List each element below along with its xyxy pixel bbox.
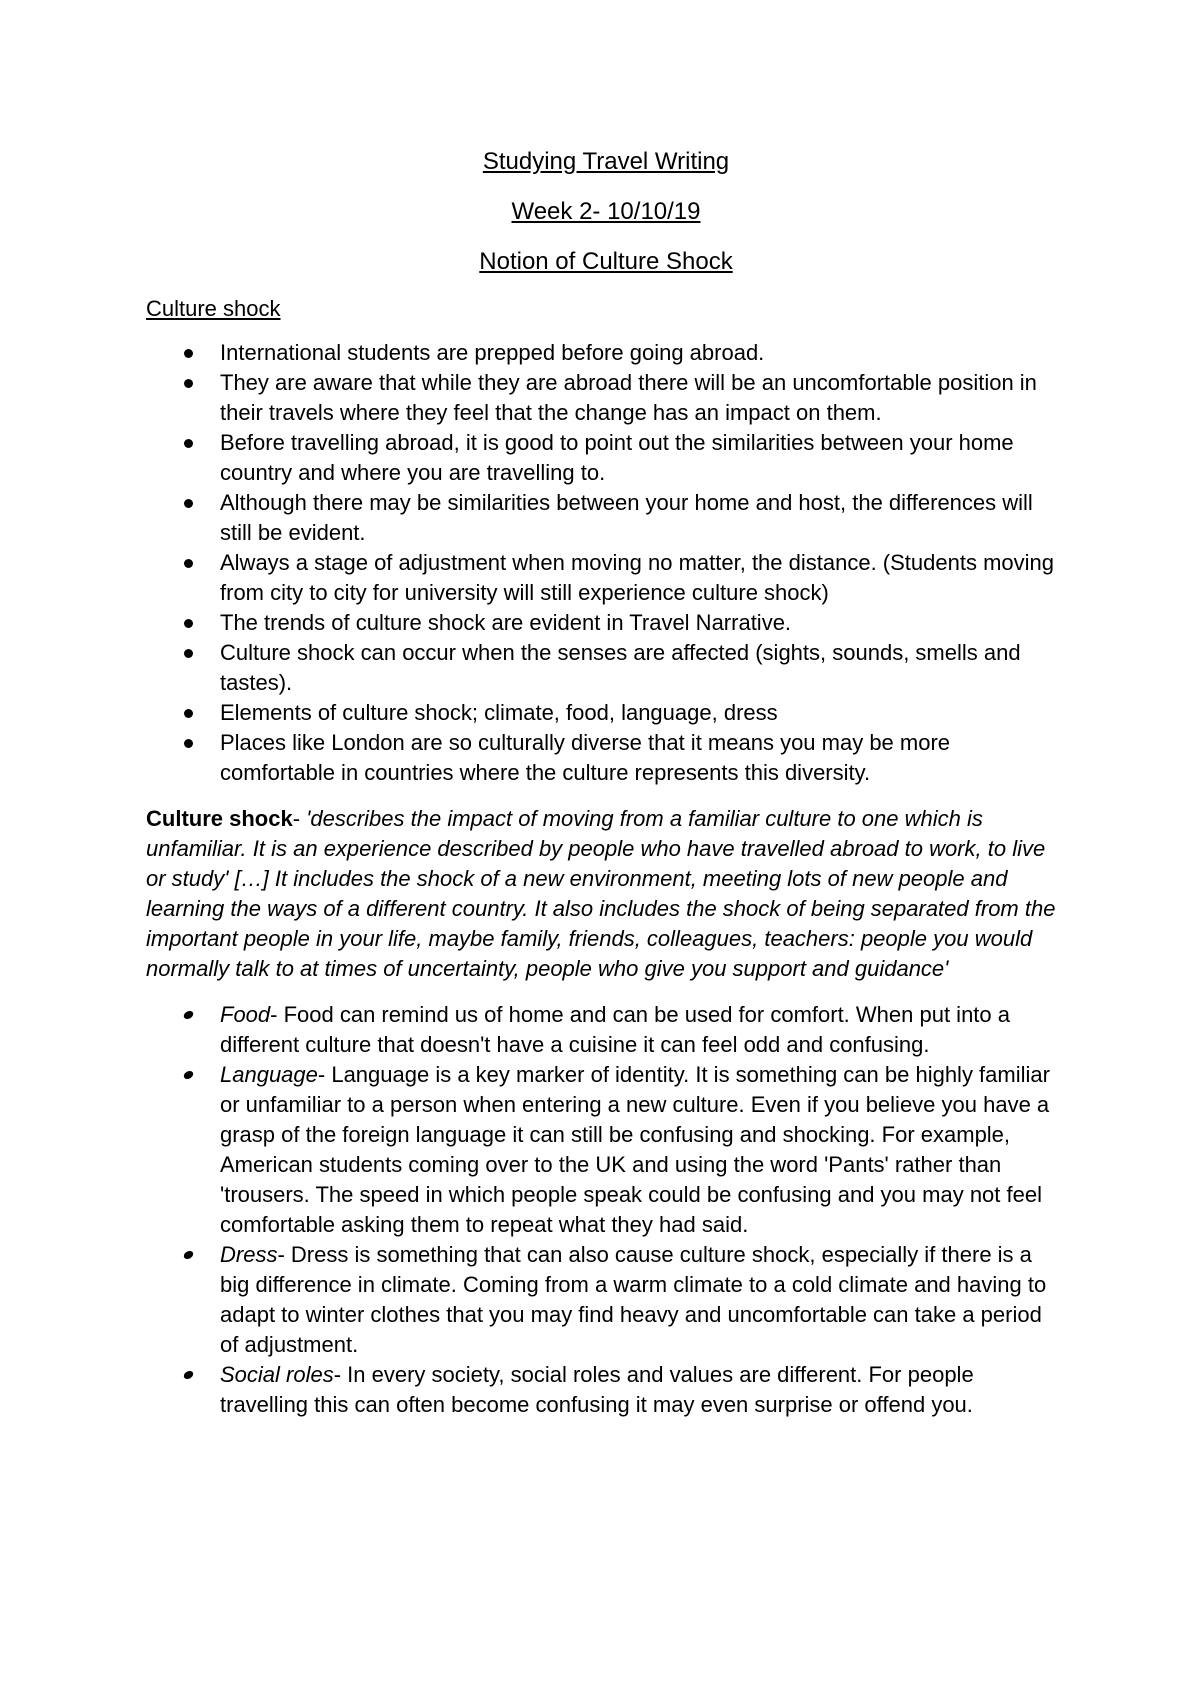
definition-quote: 'describes the impact of moving from a familiar culture to one which is unfamiliar. It is an experience described by people who have travelled abroad to work, to live or study' […] It includes the shock of a new environment, meeting lots of new people and learning the ways of a different country. It also includes the shock of being separated from the important people in your life, maybe family, friends, colleagues, teachers: people you would normally talk to at times of uncertainty, people who give you support and guidance' [146,806,1056,981]
list-item-text: Culture shock can occur when the senses are affected (sights, sounds, smells and tastes). [220,640,1021,695]
bullet-icon [184,649,193,658]
list-item-text: Always a stage of adjustment when moving no matter, the distance. (Students moving from city to city for university will still experience culture shock) [220,550,1055,605]
element-text: - In every society, social roles and values are different. For people travelling this can often become confusing it may even surprise or offend you. [220,1362,974,1417]
bullet-icon [184,709,193,718]
document-subtitle: Week 2- 10/10/19 [511,198,701,225]
list-item [146,368,1066,428]
element-item [146,1000,1066,1060]
document-content [146,140,1066,1420]
bullet-icon [183,1371,195,1379]
element-item [146,1060,1066,1240]
bullet-icon [184,619,193,628]
list-item-text: International students are prepped before going abroad. [220,340,765,365]
list-item-text: Elements of culture shock; climate, food, language, dress [220,700,778,725]
bullet-icon [183,1011,195,1019]
bullet-list [146,338,1066,788]
bullet-icon [183,1071,195,1079]
document-heading: Notion of Culture Shock [479,248,733,275]
list-item [146,608,1066,638]
element-item [146,1360,1066,1420]
bullet-icon [184,739,193,748]
list-item-text: The trends of culture shock are evident in Travel Narrative. [220,610,792,635]
list-item-text: Although there may be similarities between your home and host, the differences will still be evident. [220,490,1033,545]
definition-term: Culture shock [146,806,293,831]
element-term: Social roles [220,1362,334,1387]
section-heading: Culture shock [146,296,281,321]
element-text: - Language is a key marker of identity. It is something can be highly familiar or unfamiliar to a person when entering a new culture. Even if you believe you have a grasp of the foreign language it can still be confusing and shocking. For example, American students coming over to the UK and using the word 'Pants' rather than 'trousers. The speed in which people speak could be confusing and you may not feel comfortable asking them to repeat what they had said. [220,1062,1050,1237]
element-term: Dress [220,1242,278,1267]
element-item [146,1240,1066,1360]
document-title: Studying Travel Writing [482,148,730,175]
bullet-icon [184,379,193,388]
definition-separator: - [292,806,307,831]
elements-list [146,1000,1066,1420]
list-item [146,638,1066,698]
list-item-text: They are aware that while they are abroad there will be an uncomfortable position in their travels where they feel that the change has an impact on them. [220,370,1037,425]
element-term: Food [220,1002,271,1027]
element-term: Language [220,1062,318,1087]
bullet-icon [184,499,193,508]
element-text: - Food can remind us of home and can be used for comfort. When put into a different culture that doesn't have a cuisine it can feel odd and confusing. [220,1002,1011,1057]
definition-paragraph [146,804,1066,984]
bullet-icon [184,439,193,448]
list-item [146,488,1066,548]
element-text: - Dress is something that can also cause culture shock, especially if there is a big difference in climate. Coming from a warm climate to a cold climate and having to adapt to winter clothes that you may find heavy and uncomfortable can take a period of adjustment. [220,1242,1047,1357]
list-item-text: Before travelling abroad, it is good to point out the similarities between your home country and where you are travelling to. [220,430,1014,485]
list-item [146,548,1066,608]
bullet-icon [183,1251,195,1259]
list-item [146,698,1066,728]
bullet-icon [184,559,193,568]
list-item [146,428,1066,488]
list-item [146,338,1066,368]
list-item-text: Places like London are so culturally diverse that it means you may be more comfortable in countries where the culture represents this diversity. [220,730,951,785]
list-item [146,728,1066,788]
bullet-icon [184,349,193,358]
